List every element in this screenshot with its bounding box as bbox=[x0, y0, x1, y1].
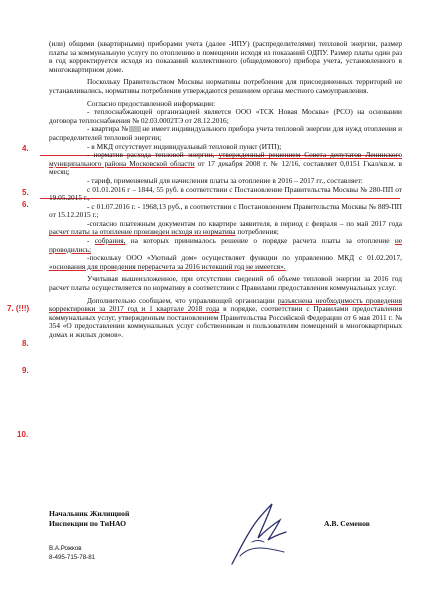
paragraph-tariff-2016-jan: с 01.01.2016 г – 1844, 55 руб. в соответствии с Постановление Правительства Москвы № 280-ПП от 19.05.2015 г., bbox=[49, 184, 402, 203]
redacted-apartment-number bbox=[129, 126, 141, 132]
signatory-title-line-2: Инспекции по ТиНАО bbox=[49, 518, 127, 528]
paragraph-tariff-2016-jul: - с 01.07.2016 г. - 1968,13 руб., в соответствии с Постановлением Правительства Москвы № 889-ПП от 15.12.2015 г.; bbox=[49, 201, 402, 220]
signatory-name: А.В. Семенов bbox=[324, 519, 370, 528]
payment-docs-underlined: расчет платы за отопление произведен исходя из норматива bbox=[49, 227, 236, 237]
executor-phone: 8-495-715-78-81 bbox=[49, 553, 96, 561]
meetings-dash: - bbox=[87, 236, 90, 246]
apartment-text-start: - квартира № bbox=[87, 124, 129, 134]
paragraph-management-company bbox=[49, 254, 402, 271]
heat-norm-start: - норматив расхода тепловой энергии, bbox=[87, 150, 215, 160]
paragraph-apartment-meter bbox=[49, 125, 402, 142]
paragraph-heat-norm bbox=[49, 151, 402, 177]
margin-mark-8: 8. bbox=[22, 339, 29, 348]
paragraph-ipu: (или) общими (квартирными) приборами учета (далее -ИПУ) (распределителями) тепловой энергии, размер платы за коммунальную услугу по отоплению в помещении исходя из показаний ОДПУ. Размер платы один раз в год корректируется исходя из показаний коллективного (общедомового) прибора учета, установленного в многоквартирном доме. bbox=[49, 39, 402, 74]
management-start: -поскольку ООО «Уютный дом» осуществляет функции по управлению МКД с 01.02.2017, bbox=[87, 253, 402, 263]
heat-norm-end: от 17 декабря 2008 г. № 12/16, составляет 0,0151 Гкал/кв.м. в месяц; bbox=[49, 158, 403, 177]
apartment-text-end: не имеет индивидуального прибора учета тепловой энергии для нужд отопления и распределителей тепловой энергии; bbox=[49, 124, 403, 142]
meetings-underlined-2: не проводились; bbox=[49, 236, 403, 254]
signatory-title-line-1: Начальник Жилищной bbox=[49, 509, 130, 518]
additional-start: Дополнительно сообщаем, что управляющей организации bbox=[87, 295, 275, 305]
letter-body bbox=[49, 40, 402, 340]
management-underlined: «основания для проведения перерасчета за 2016 истекший год не имеется». bbox=[49, 261, 286, 271]
additional-end: в порядке, соответствии с Правилами предоставления коммунальных услуг, утвержденным постановлением Правительства Российской Федерации от 6 мая 2011 г. № 354 «О предоставлении коммунальных услуг собственникам и пользователям помещений в многоквартирных домах и жилых домов». bbox=[49, 304, 402, 339]
margin-mark-6: 6. bbox=[22, 200, 29, 209]
margin-mark-10: 10. bbox=[17, 430, 29, 439]
margin-mark-5: 5. bbox=[22, 188, 29, 197]
paragraph-additional bbox=[49, 297, 402, 340]
executor-info bbox=[49, 545, 95, 562]
paragraph-payment-docs bbox=[49, 220, 402, 237]
paragraph-heat-supplier: - теплоснабжающей организацией является ООО «ТСК Новая Москва» (РСО) на основании договора теплоснабжения № 02.03.0002ТЭ от 28.12.2016; bbox=[49, 107, 402, 125]
meetings-underlined: собрания, bbox=[94, 236, 126, 246]
paragraph-no-itp: - в МКД отсутствует индивидуальный тепловой пункт (ИТП); bbox=[87, 141, 282, 151]
paragraph-meetings bbox=[49, 237, 402, 254]
meetings-middle: на которых принималось решение о порядке расчета платы за отопление bbox=[130, 236, 390, 246]
handwritten-signature bbox=[222, 494, 302, 569]
additional-underlined: разъяснена необходимость проведения корректировки за 2017 год и 1 квартале 2018 года bbox=[49, 295, 402, 314]
payment-docs-end: потребления; bbox=[237, 227, 279, 237]
margin-mark-4: 4. bbox=[22, 144, 29, 153]
signatory-title bbox=[49, 509, 129, 528]
margin-mark-7: 7. (!!!) bbox=[7, 304, 30, 313]
paragraph-tariff: - тариф, применяемый для начисления платы за отопление в 2016 – 2017 гг., составляет: bbox=[87, 175, 363, 185]
paragraph-conclusion: Учитывая вышеизложенное, при отсутствии сведений об объеме тепловой энергии за 2016 год расчет платы осуществляется по нормативу в соответствии с Правилами предоставления коммунальных услуг. bbox=[49, 274, 402, 293]
paragraph-normatives: Поскольку Правительством Москвы нормативы потребления для присоединенных территорий не устанавливались, нормативы потребления утверждаются решением органа местного самоуправления. bbox=[49, 77, 402, 95]
executor-name: В.А.Рожков bbox=[49, 545, 82, 552]
margin-mark-9: 9. bbox=[22, 366, 29, 375]
info-heading-text: Согласно предоставленной информации: bbox=[87, 98, 216, 108]
payment-docs-start: -согласно платежным документам по квартире заявителя, в период с февраля – по май 2017 года bbox=[87, 218, 402, 228]
heat-norm-underlined: утвержденный решением Совета депутатов Ленинского муниципального района Московской области bbox=[49, 150, 402, 168]
